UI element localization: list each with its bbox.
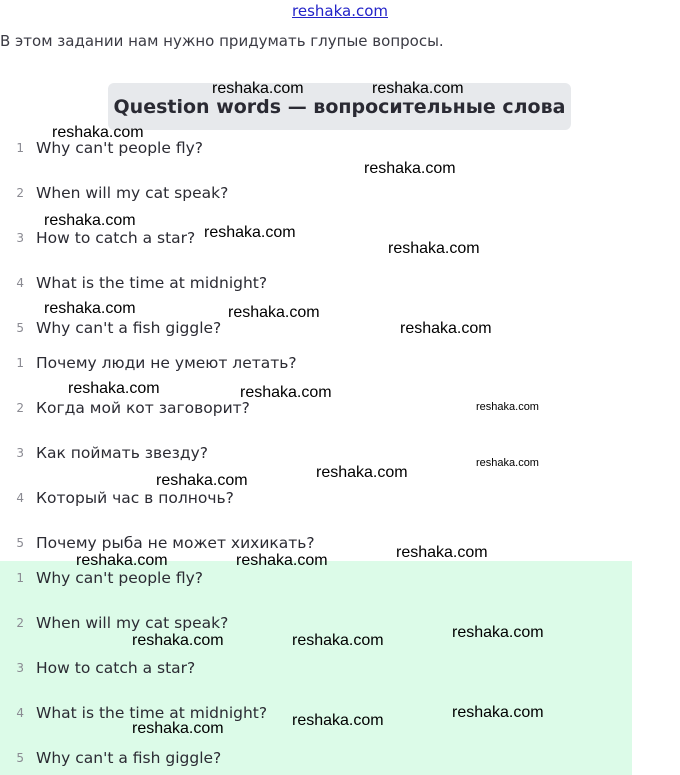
item-number: 3: [16, 446, 24, 460]
watermark: reshaka.com: [396, 544, 488, 561]
watermark: reshaka.com: [76, 552, 168, 569]
watermark: reshaka.com: [292, 712, 384, 729]
watermark: reshaka.com: [388, 240, 480, 257]
watermark: reshaka.com: [52, 124, 144, 141]
item-text: What is the time at midnight?: [36, 704, 268, 722]
list-item: [0, 272, 267, 294]
list-item: [0, 442, 208, 464]
list-item: [0, 317, 221, 339]
item-number: 4: [16, 276, 24, 290]
item-number: 4: [16, 491, 24, 505]
list-item: [0, 532, 315, 554]
watermark: reshaka.com: [204, 224, 296, 241]
answer-item: [0, 612, 228, 634]
watermark: reshaka.com: [132, 720, 224, 737]
watermark: reshaka.com: [476, 457, 539, 469]
watermark: reshaka.com: [240, 384, 332, 401]
intro-text: В этом задании нам нужно придумать глупые вопросы.: [0, 32, 444, 50]
site-link[interactable]: reshaka.com: [292, 2, 388, 20]
item-text: Why can't people fly?: [36, 139, 203, 157]
item-number: 1: [16, 571, 24, 585]
item-text: How to catch a star?: [36, 229, 196, 247]
item-text: How to catch a star?: [36, 659, 196, 677]
watermark: reshaka.com: [68, 380, 160, 397]
watermark: reshaka.com: [132, 632, 224, 649]
item-number: 4: [16, 706, 24, 720]
item-text: Why can't a fish giggle?: [36, 749, 222, 767]
section-title: [108, 83, 571, 130]
item-text: Который час в полночь?: [36, 489, 234, 507]
watermark: reshaka.com: [292, 632, 384, 649]
watermark: reshaka.com: [476, 401, 539, 413]
list-item: [0, 397, 250, 419]
item-text: Почему люди не умеют летать?: [36, 354, 297, 372]
answer-item: [0, 567, 203, 589]
item-number: 1: [16, 141, 24, 155]
item-number: 5: [16, 536, 24, 550]
watermark: reshaka.com: [156, 472, 248, 489]
item-number: 1: [16, 356, 24, 370]
watermark: reshaka.com: [372, 80, 464, 97]
watermark: reshaka.com: [452, 624, 544, 641]
item-text: When will my cat speak?: [36, 614, 229, 632]
item-number: 3: [16, 661, 24, 675]
item-text: Когда мой кот заговорит?: [36, 399, 250, 417]
item-text: Почему рыба не может хихикать?: [36, 534, 315, 552]
item-number: 5: [16, 321, 24, 335]
item-text: What is the time at midnight?: [36, 274, 268, 292]
answer-item: [0, 657, 195, 679]
item-text: Why can't people fly?: [36, 569, 203, 587]
item-text: Why can't a fish giggle?: [36, 319, 222, 337]
list-item: [0, 227, 195, 249]
item-text: When will my cat speak?: [36, 184, 229, 202]
item-number: 2: [16, 186, 24, 200]
answer-item: [0, 747, 221, 769]
watermark: reshaka.com: [44, 300, 136, 317]
section-title-text: Question words — вопросительные слова: [113, 95, 566, 118]
watermark: reshaka.com: [212, 80, 304, 97]
watermark: reshaka.com: [228, 304, 320, 321]
item-number: 3: [16, 231, 24, 245]
item-text: Как поймать звезду?: [36, 444, 209, 462]
list-item: [0, 352, 297, 374]
list-item: [0, 487, 234, 509]
watermark: reshaka.com: [44, 212, 136, 229]
watermark: reshaka.com: [400, 320, 492, 337]
list-item: [0, 182, 228, 204]
watermark: reshaka.com: [316, 464, 408, 481]
item-number: 5: [16, 751, 24, 765]
item-number: 2: [16, 616, 24, 630]
watermark: reshaka.com: [364, 160, 456, 177]
item-number: 2: [16, 401, 24, 415]
watermark: reshaka.com: [452, 704, 544, 721]
watermark: reshaka.com: [236, 552, 328, 569]
